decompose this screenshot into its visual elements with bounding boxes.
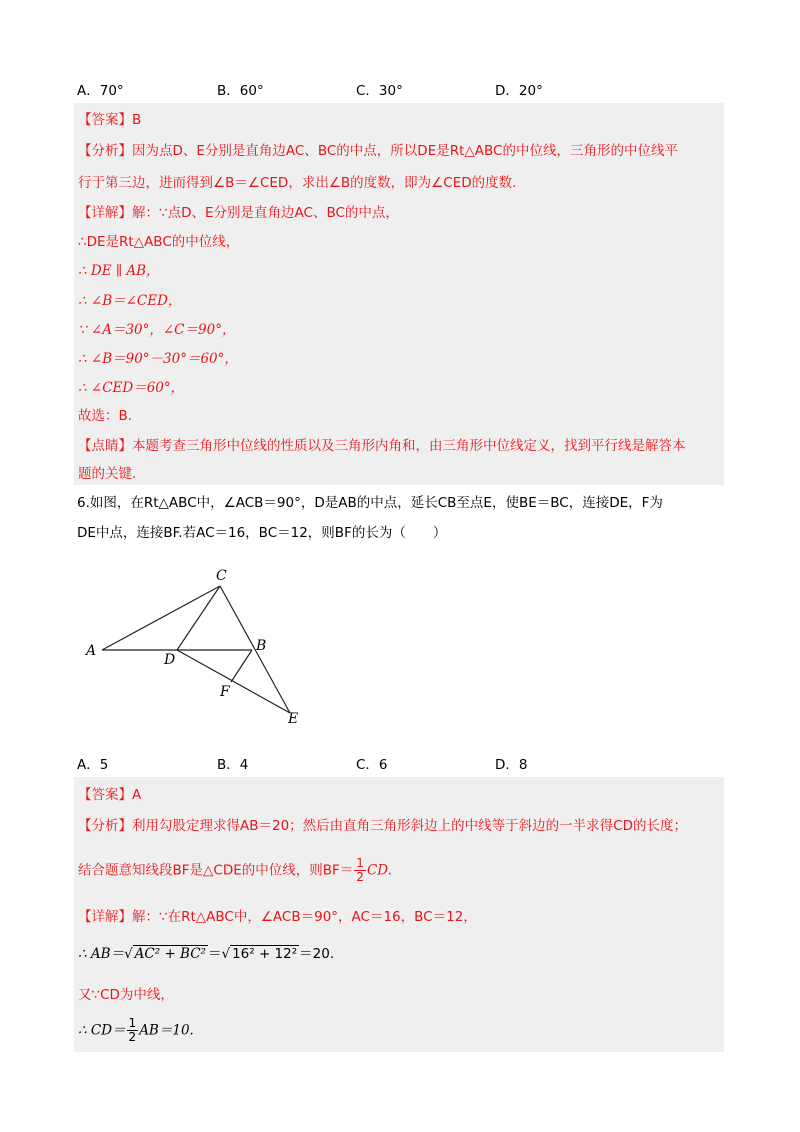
sqrt-symbol: √ (221, 946, 231, 962)
q5-detail-step3: ∴ DE ∥ AB， (78, 263, 160, 279)
q5-solution-panel (74, 103, 724, 485)
q6-analysis-text2-end: CD. (366, 862, 392, 879)
q6-stem-line2: DE中点，连接BF.若AC＝16，BC＝12，则BF的长为（ ） (77, 525, 447, 541)
q6-options (77, 753, 717, 775)
q6-option-c: C．6 (356, 757, 388, 773)
step4-fraction (127, 1017, 139, 1044)
q5-option-a: A．70° (77, 83, 124, 99)
q5-detail-line1 (78, 201, 716, 221)
step4-result: AB＝10. (139, 1022, 194, 1039)
label-a: A (86, 643, 97, 659)
q5-detail-step6: ∴ ∠B＝90°－30°＝60°， (78, 351, 238, 367)
q6-stem (77, 488, 722, 548)
step2-result: ＝20. (299, 946, 335, 962)
sqrt-radicand-2: 16² + 12² (232, 946, 298, 962)
q5-comment-text1: 本题考查三角形中位线的性质以及三角形内角和，由三角形中位线定义，找到平行线是解答本 (132, 438, 686, 454)
q6-detail-step4 (78, 1017, 716, 1044)
q5-detail-step8: 故选：B. (78, 408, 133, 424)
sqrt-symbol: √ (124, 946, 133, 962)
fraction-numerator: 1 (128, 1016, 137, 1030)
q6-detail-line1 (78, 905, 716, 925)
q6-analysis-line2 (78, 857, 716, 884)
q6-answer: 【答案】A (78, 787, 142, 803)
fraction-numerator: 1 (356, 856, 364, 870)
q6-analysis-text1: 利用勾股定理求得AB＝20；然后由直角三角形斜边上的中线等于斜边的一半求得CD的长度； (132, 818, 687, 834)
segment-bf (231, 650, 252, 682)
q5-option-d: D．20° (495, 83, 543, 99)
q5-detail-label: 【详解】 (78, 205, 132, 221)
q5-option-b: B．60° (217, 83, 264, 99)
q6-detail-step1: 解：∵在Rt△ABC中，∠ACB＝90°，AC＝16，BC＝12， (132, 909, 477, 925)
q5-detail-step5: ∵ ∠A＝30°，∠C＝90°， (78, 322, 236, 338)
q5-detail-step4: ∴ ∠B＝∠CED， (78, 293, 182, 309)
q6-solution-panel (74, 777, 724, 1052)
q6-option-d: D．8 (495, 757, 528, 773)
step2-equals: ＝ (207, 946, 222, 962)
segment-ac (102, 586, 220, 650)
q6-geometry-figure (80, 560, 340, 730)
q5-answer: 【答案】B (78, 112, 142, 128)
q5-detail-step2: ∴DE是Rt△ABC的中位线， (78, 234, 240, 250)
q5-analysis-line2: 行于第三边，进而得到∠B＝∠CED，求出∠B的度数，即为∠CED的度数. (78, 175, 517, 191)
q5-options (77, 79, 717, 101)
label-f: F (220, 684, 230, 700)
q5-comment-label: 【点睛】 (78, 438, 132, 454)
label-d: D (164, 652, 176, 668)
q6-detail-label: 【详解】 (78, 909, 132, 925)
q6-half-fraction (354, 857, 366, 884)
q5-detail-step1: 解：∵点D、E分别是直角边AC、BC的中点， (132, 205, 399, 221)
q5-option-c: C．30° (356, 83, 403, 99)
q6-option-b: B．4 (217, 757, 249, 773)
step4-lhs: ∴ CD＝ (78, 1022, 126, 1039)
q6-option-a: A．5 (77, 757, 109, 773)
q6-detail-step3: 又∵CD为中线， (78, 987, 174, 1003)
step2-lhs: ∴ AB＝ (78, 946, 125, 962)
fraction-denominator: 2 (356, 870, 364, 884)
label-b: B (256, 638, 267, 654)
q5-comment-line1 (78, 434, 716, 454)
sqrt-radicand-1: AC² + BC² (134, 946, 206, 962)
q5-detail-step7: ∴ ∠CED＝60°， (78, 380, 185, 396)
label-c: C (216, 568, 227, 584)
q5-analysis-line1 (78, 139, 716, 159)
q5-analysis-label: 【分析】 (78, 143, 132, 159)
q6-analysis-text2: 结合题意知线段BF是△CDE的中位线，则BF＝ (78, 862, 354, 879)
label-e: E (288, 711, 299, 727)
q5-comment-line2: 题的关键. (78, 466, 137, 482)
q6-stem-line1: 6.如图，在Rt△ABC中，∠ACB＝90°，D是AB的中点，延长CB至点E，使BE＝BC，连接DE，F为 (77, 495, 663, 511)
fraction-denominator: 2 (128, 1030, 137, 1044)
q6-analysis-line1 (78, 814, 716, 834)
segment-cd (177, 586, 220, 650)
q6-analysis-label: 【分析】 (78, 818, 132, 834)
q6-detail-step2 (78, 942, 716, 962)
q5-analysis-text1: 因为点D、E分别是直角边AC、BC的中点，所以DE是Rt△ABC的中位线，三角形的中位线平 (132, 143, 678, 159)
